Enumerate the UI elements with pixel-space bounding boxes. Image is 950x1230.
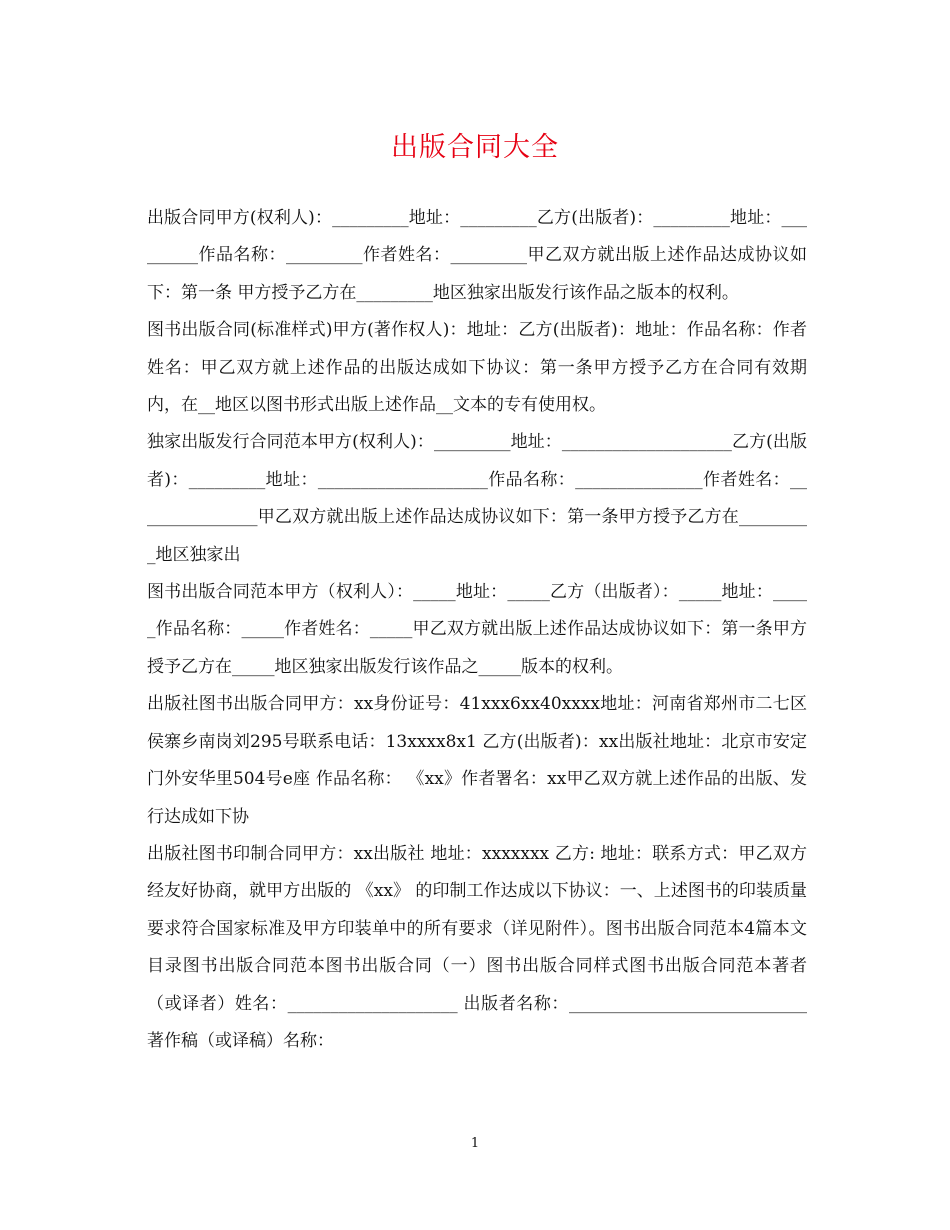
document-body [147, 200, 807, 1060]
page-number: 1 [470, 1136, 480, 1151]
paragraph-publisher-book-contract: 出版社图书出版合同甲方：xx身份证号：41xxx6xx40xxxx地址：河南省郑州市二七区侯寨乡南岗刘295号联系电话：13xxxx8x1 乙方(出版者)：xx出版社地址：北京市安定门外安华里504号e座 作品名称： 《xx》作者署名：xx甲乙双方就上述作品的出版、发行达成如下协 [147, 694, 807, 827]
paragraph-book-contract-template: 图书出版合同范本甲方（权利人）：_____地址：_____乙方（出版者）：_____地址：_____作品名称：_____作者姓名：_____甲乙双方就出版上述作品达成协议如下：第一条甲方授予乙方在_____地区独家出版发行该作品之_____版本的权利。 [147, 582, 807, 677]
paragraph-standard-contract: 图书出版合同(标准样式)甲方(著作权人)：地址：乙方(出版者)：地址：作品名称：作者姓名：甲乙双方就上述作品的出版达成如下协议：第一条甲方授予乙方在合同有效期内，在__地区以图书形式出版上述作品__文本的专有使用权。 [147, 320, 807, 416]
paragraph-exclusive-contract: 独家出版发行合同范本甲方(权利人)：_________地址：____________________乙方(出版者)：_________地址：____________________作品名称：_______________作者姓名：_______________甲乙双方就出版上述作品达成协议如下：第一条甲方授予乙方在_________地区独家出 [147, 432, 807, 565]
document-title: 出版合同大全 [391, 132, 559, 163]
paragraph-publishing-contract: 出版合同甲方(权利人)：_________地址：_________乙方(出版者)：_________地址：_________作品名称：_________作者姓名：_________甲乙双方就出版上述作品达成协议如下：第一条 甲方授予乙方在_________地区独家出版发行该作品之版本的权利。 [147, 208, 807, 303]
paragraph-printing-contract: 出版社图书印制合同甲方：xx出版社 地址：xxxxxxx 乙方: 地址：联系方式：甲乙双方经友好协商，就甲方出版的 《xx》 的印制工作达成以下协议：一、上述图书的印装质量要求符合国家标准及甲方印装单中的所有要求（详见附件）。图书出版合同范本4篇本文目录图书出版合同范本图书出版合同（一）图书出版合同样式图书出版合同范本著者（或译者）姓名：____________________ 出版者名称：____________________________著作稿（或译稿）名称： [147, 843, 807, 1051]
